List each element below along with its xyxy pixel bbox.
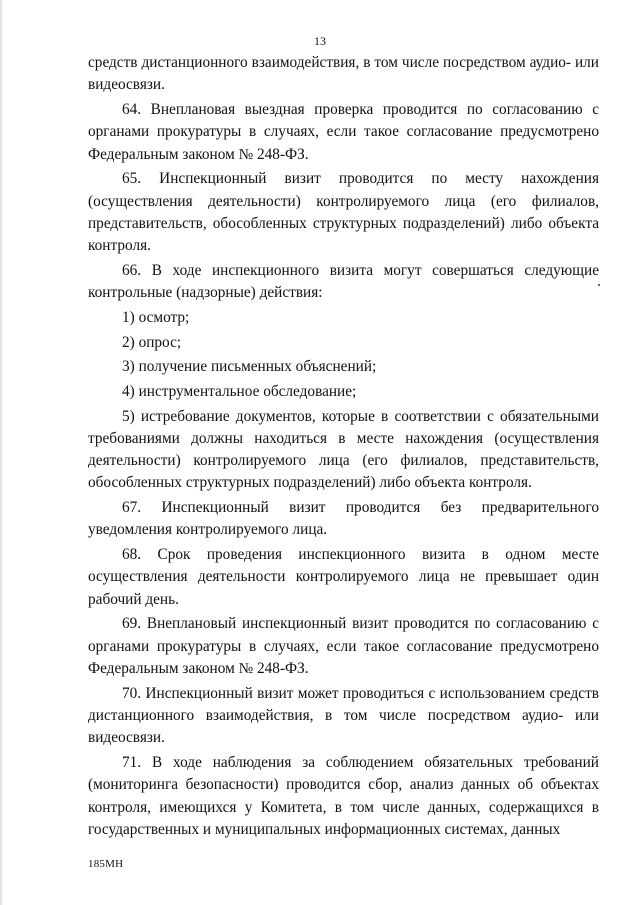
paragraph-66: 66. В ходе инспекционного визита могут совершаться следующие контрольные (надзорные) действия: bbox=[88, 261, 599, 302]
page-number: 13 bbox=[314, 34, 326, 48]
list-item-interview: 2) опрос; bbox=[122, 333, 182, 351]
paragraph-continuation: средств дистанционного взаимодействия, в том числе посредством аудио- или видеосвязи. bbox=[88, 54, 599, 94]
list-item-inspection: 1) осмотр; bbox=[122, 308, 190, 326]
paragraph-68: 68. Срок проведения инспекционного визита в одном месте осуществления деятельности контролируемого лица не превышает один рабочий день. bbox=[88, 546, 599, 608]
page-edge-shadow bbox=[0, 0, 3, 905]
paragraph-69: 69. Внеплановый инспекционный визит проводится по согласованию с органами прокуратуры в случаях, если такое согласование предусмотрено Федеральным законом № 248-ФЗ. bbox=[88, 615, 599, 678]
list-item-document-request: 5) истребование документов, которые в соответствии с обязательными требованиями должны находиться в месте нахождения (осуществления деятельности) контролируемого лица (его филиалов, представительств, обособленных структурных подразделений) либо объекта контроля. bbox=[88, 407, 599, 492]
paragraph-70: 70. Инспекционный визит может проводиться с использованием средств дистанционного взаимодействия, в том числе посредством аудио- или видеосвязи. bbox=[88, 684, 599, 747]
list-item-instrumental-examination: 4) инструментальное обследование; bbox=[122, 382, 357, 400]
scan-speck bbox=[598, 284, 600, 286]
paragraph-65: 65. Инспекционный визит проводится по месту нахождения (осуществления деятельности) контролируемого лица (его филиалов, представительств, обособленных структурных подразделений) либо объекта контроля. bbox=[88, 170, 599, 255]
list-item-written-explanations: 3) получение письменных объяснений; bbox=[122, 358, 377, 376]
paragraph-67: 67. Инспекционный визит проводится без предварительного уведомления контролируемого лица. bbox=[88, 499, 599, 539]
paragraph-71: 71. В ходе наблюдения за соблюдением обязательных требований (мониторинга безопасности) проводится сбор, анализ данных об объектах контроля, имеющихся у Комитета, в том числе данных, содержащихся в государственных и муниципальных информационных системах, данных bbox=[88, 753, 599, 838]
paragraph-64: 64. Внеплановая выездная проверка проводится по согласованию с органами прокуратуры в случаях, если такое согласование предусмотрено Федеральным законом № 248-ФЗ. bbox=[88, 100, 599, 163]
document-body bbox=[88, 52, 599, 841]
footer-code: 185МН bbox=[88, 858, 124, 870]
